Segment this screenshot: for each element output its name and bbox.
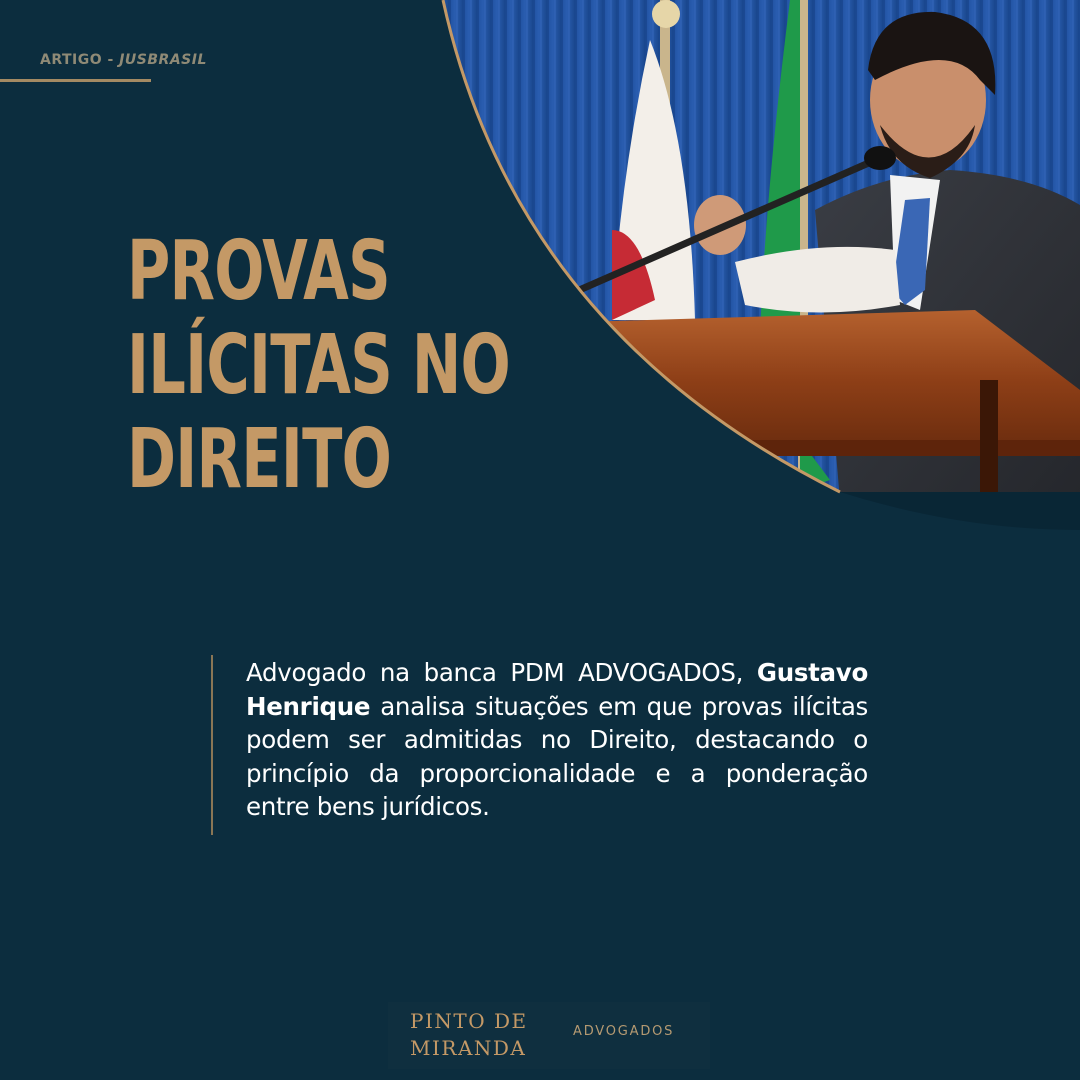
article-tag <box>40 52 207 68</box>
logo-name-line-2: MIRANDA <box>410 1036 527 1060</box>
tag-source: JUSBRASIL <box>119 52 207 68</box>
summary-rest: analisa situações em que provas ilícitas podem ser admitidas no Direito, destacando o princípio da proporcionalidade e a ponderação entre bens jurídicos. <box>246 691 868 821</box>
firm-logo <box>388 1002 710 1069</box>
title-line-3: DIREITO <box>127 412 392 507</box>
page-title <box>127 224 510 507</box>
article-summary <box>246 656 868 824</box>
title-line-2: ILÍCITAS NO <box>127 318 510 413</box>
body-divider <box>211 655 213 835</box>
logo-name-line-1: PINTO DE <box>410 1009 528 1033</box>
tag-underline <box>0 79 151 82</box>
author-name: Gustavo Henrique <box>246 658 868 721</box>
title-line-1: PROVAS <box>127 224 390 319</box>
logo-name <box>410 1008 528 1062</box>
tag-label: ARTIGO - <box>40 52 120 68</box>
summary-intro: Advogado na banca PDM ADVOGADOS, <box>246 658 757 687</box>
logo-subtitle: ADVOGADOS <box>573 1024 675 1039</box>
